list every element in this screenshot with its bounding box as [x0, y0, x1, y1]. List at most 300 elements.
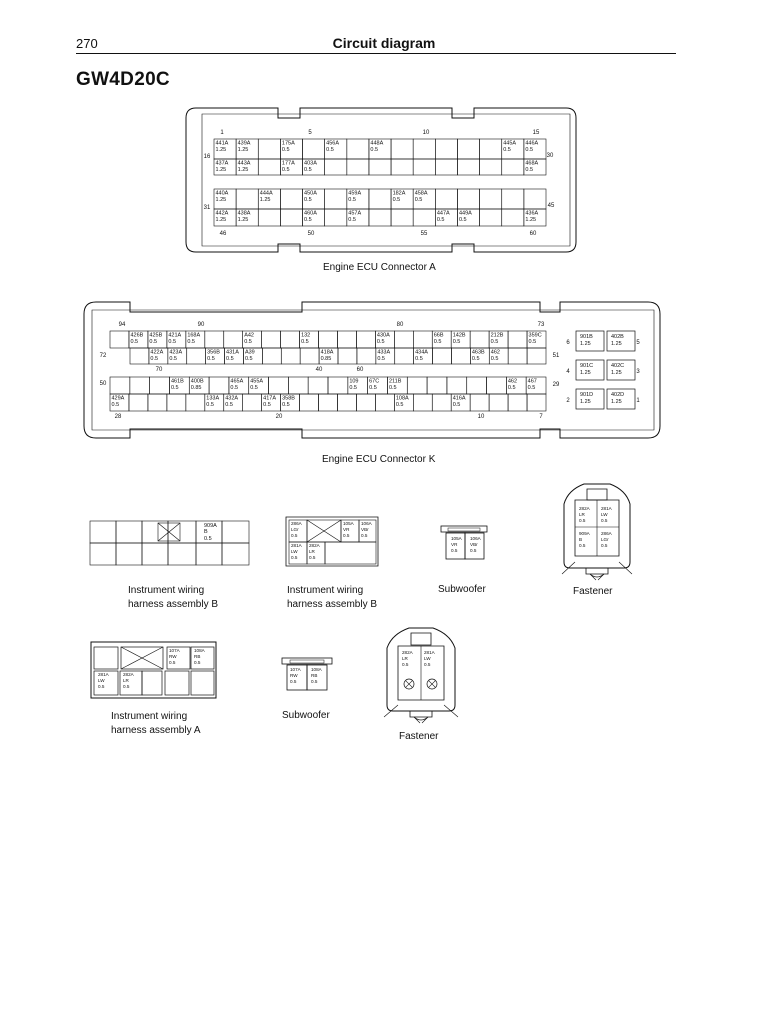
- connector-k-row2-wire-id: 418A: [320, 349, 334, 356]
- connector-a-row3-cell: [457, 189, 479, 209]
- connector-a-row1-cell: [258, 139, 280, 159]
- fastener-1-caption: Fastener: [573, 586, 613, 597]
- connector-k-outer-shell: [84, 302, 660, 438]
- harness-b2-wire-id: 105A: [343, 521, 354, 526]
- harness-a-connector: [91, 642, 216, 698]
- connector-k-pin-number: 51: [552, 353, 560, 359]
- fastener-2-wire-id: 281A: [424, 650, 435, 655]
- connector-a-row3-wire-id: 182A: [392, 190, 406, 197]
- ecu-connector-a: [186, 108, 576, 252]
- connector-a-row2-wire-size: 0.5: [525, 167, 534, 174]
- connector-k-row2-wire-size: 0.85: [320, 356, 332, 363]
- connector-k-row3-wire-id: 109: [349, 378, 359, 385]
- connector-k-row2-cell: [262, 348, 281, 364]
- harness-b2-wire-size: 0.5: [309, 555, 316, 560]
- connector-k-row1-wire-size: 0.5: [187, 339, 195, 346]
- fastener-2-wire-size: 0.5: [402, 662, 409, 667]
- harness-b1-cell: [142, 543, 168, 565]
- connector-k-row2-cell: [187, 348, 206, 364]
- connector-k-row2-wire-id: 422A: [150, 349, 164, 356]
- connector-a-row3-wire-size: 0.5: [348, 197, 356, 204]
- connector-k-row1-wire-id: 142B: [452, 332, 466, 339]
- connector-a-row3-cell: [524, 189, 546, 209]
- subwoofer-2-connector: [282, 658, 332, 690]
- connector-k-row4-wire-size: 0.5: [452, 402, 461, 409]
- connector-k-row1-wire-id: 66B: [433, 332, 444, 339]
- fastener-2-wire-id: 282A: [402, 650, 413, 655]
- connector-a-row2-cell: [325, 159, 347, 175]
- connector-k-row3-wire-id: 462: [507, 378, 518, 385]
- connector-k-row2-wire-size: 0.5: [490, 356, 499, 363]
- subwoofer-2-wire-size: 0.5: [290, 679, 297, 684]
- connector-a-row3-wire-id: 444A: [259, 190, 273, 197]
- connector-a-pin-number: 31: [203, 205, 211, 211]
- fastener-2-wire-color: LW: [424, 656, 431, 661]
- subwoofer-1-wire-color: VBr: [470, 542, 478, 547]
- connector-k-row4-cell: [489, 394, 508, 411]
- connector-a-row3-cell: [325, 189, 347, 209]
- harness-b2-caption: [287, 584, 377, 612]
- connector-k-row2-cell: [338, 348, 357, 364]
- connector-a-row2-wire-id: 437A: [215, 160, 229, 167]
- connector-k-row1-cell: [262, 331, 281, 348]
- connector-k-row3-wire-id: 465A: [230, 378, 244, 385]
- subwoofer-2-wire-color: RB: [311, 673, 318, 678]
- subwoofer-1-wire-id: 105A: [451, 536, 462, 541]
- connector-k-power-wire-size: 1.25: [611, 341, 622, 347]
- connector-k-row4-wire-size: 0.5: [395, 402, 404, 409]
- harness-a-wire-color: LR: [123, 678, 129, 683]
- harness-a-cell: [191, 671, 214, 695]
- subwoofer-1-wire-size: 0.5: [451, 548, 458, 553]
- connector-k-row4-wire-size: 0.5: [282, 402, 290, 409]
- connector-k-pin-number: 80: [396, 322, 404, 328]
- connector-a-row1-wire-size: 0.5: [370, 147, 379, 154]
- fastener-1-wire-id: 909A: [579, 531, 590, 536]
- harness-a-wire-size: 0.5: [123, 684, 130, 689]
- subwoofer-2-wire-id: 108A: [311, 667, 322, 672]
- connector-a-pin-number: 30: [546, 153, 554, 159]
- connector-a-row4-wire-id: 447A: [436, 210, 450, 217]
- connector-k-row2-cell: [281, 348, 300, 364]
- connector-a-pin-number: 50: [307, 231, 315, 237]
- connector-k-pin-number: 3: [636, 369, 640, 375]
- connector-k-pin-number: 90: [197, 322, 205, 328]
- harness-b2-wire-size: 0.5: [343, 533, 350, 538]
- connector-a-row1-cell: [480, 139, 502, 159]
- connector-k-row3-cell: [308, 377, 328, 394]
- connector-k-row1-cell: [319, 331, 338, 348]
- connector-k-row1-wire-id: 425B: [149, 332, 163, 339]
- document-title: GW4D20C: [76, 69, 170, 90]
- subwoofer-2-wire-id: 107A: [290, 667, 301, 672]
- connector-a-pin-number: 15: [532, 130, 540, 136]
- connector-a-row1-wire-size: 0.5: [281, 147, 290, 154]
- connector-k-row4-cell: [148, 394, 167, 411]
- connector-a-row1-wire-id: 448A: [370, 140, 384, 147]
- connector-a-row4-cell: [480, 209, 502, 226]
- connector-a-row4-wire-id: 436A: [525, 210, 539, 217]
- connector-a-row2-cell: [502, 159, 524, 175]
- connector-k-power-wire-id: 402B: [611, 334, 624, 340]
- connector-a-pin-number: 46: [219, 231, 227, 237]
- harness-b1-cell: [196, 543, 222, 565]
- fastener-1-wire-size: 0.5: [601, 543, 608, 548]
- connector-a-row4-wire-id: 457A: [348, 210, 362, 217]
- connector-k-row3-wire-size: 0.5: [349, 385, 357, 392]
- fastener-1-wire-id: 286A: [601, 531, 612, 536]
- fastener-2-connector: [384, 628, 458, 723]
- subwoofer-1-wire-size: 0.5: [470, 548, 477, 553]
- connector-k-row4-cell: [300, 394, 319, 411]
- connector-k-row3-wire-id: 461B: [170, 378, 184, 385]
- connector-k-row2-cell: [300, 348, 319, 364]
- harness-a-cell: [94, 647, 118, 669]
- harness-a-cell: [142, 671, 162, 695]
- connector-k-pin-number: 20: [275, 414, 283, 420]
- connector-k-pin-number: 2: [566, 398, 570, 404]
- connector-k-row4-cell: [527, 394, 546, 411]
- harness-b2-wire-color: LR: [309, 549, 315, 554]
- harness-a-cell: [165, 671, 189, 695]
- subwoofer-1-latch-slot: [448, 528, 480, 531]
- harness-b2-wire-id: 281A: [291, 543, 302, 548]
- harness-b2-wire-color: VBr: [361, 527, 369, 532]
- connector-a-pin-number: 5: [308, 130, 312, 136]
- harness-a-wire-color: RB: [194, 654, 201, 659]
- connector-k-pin-number: 60: [356, 367, 364, 373]
- harness-a-wire-id: 281A: [98, 672, 109, 677]
- connector-a-row4-wire-size: 0.5: [348, 217, 356, 224]
- connector-a-pin-number: 55: [420, 231, 428, 237]
- connector-k-row4-wire-size: 0.5: [111, 402, 120, 409]
- connector-k-inner-shell: [92, 310, 654, 430]
- connector-k-row3-cell: [288, 377, 308, 394]
- connector-a-row4-wire-size: 0.5: [458, 217, 467, 224]
- fastener-2-base: [410, 711, 432, 717]
- harness-a-wire-size: 0.5: [169, 660, 176, 665]
- connector-k-power-wire-id: 901C: [580, 363, 594, 369]
- connector-k-row3-wire-id: 467: [527, 378, 537, 385]
- connector-k-row1-wire-id: 212B: [490, 332, 504, 339]
- harness-b1-connector: [90, 521, 249, 565]
- connector-a-row2-cell: [258, 159, 280, 175]
- connector-a-row2-wire-size: 0.5: [281, 167, 290, 174]
- connector-k-row3-wire-id: 455A: [250, 378, 264, 385]
- connector-a-row2-wire-id: 403A: [304, 160, 317, 167]
- connector-k-row2-wire-id: 423A: [169, 349, 183, 356]
- connector-a-row1-cell: [391, 139, 413, 159]
- connector-a-row1-wire-id: 441A: [215, 140, 229, 147]
- subwoofer-2-latch-slot: [290, 660, 324, 663]
- connector-k-row4-wire-id: 133A: [206, 395, 220, 402]
- connector-k-pin-number: 94: [118, 322, 126, 328]
- connector-a-row1-cell: [347, 139, 369, 159]
- connector-k-row1-cell: [337, 331, 356, 348]
- connector-k-pin-number: 40: [315, 367, 323, 373]
- fastener-1-wire-id: 281A: [601, 506, 612, 511]
- subwoofer-1-wire-color: VR: [451, 542, 458, 547]
- connector-a-row3-wire-id: 458A: [414, 190, 428, 197]
- connector-k-row3-wire-size: 0.5: [369, 385, 377, 392]
- connector-k-pin-number: 72: [99, 353, 107, 359]
- connector-k-row1-cell: [110, 331, 129, 348]
- connector-k-row3-cell: [447, 377, 467, 394]
- connector-k-row3-wire-size: 0.5: [527, 385, 536, 392]
- connector-a-row2-cell: [413, 159, 435, 175]
- fastener-1-wire-size: 0.5: [601, 518, 608, 523]
- connector-a-row3-wire-size: 0.5: [414, 197, 423, 204]
- connector-k-row3-cell: [427, 377, 447, 394]
- connector-a-row1-cell: [413, 139, 435, 159]
- connector-k-row2-wire-size: 0.5: [244, 356, 253, 363]
- connector-a-row1-wire-id: 446A: [525, 140, 539, 147]
- connector-k-row1-cell: [224, 331, 243, 348]
- connector-k-row2-wire-size: 0.5: [150, 356, 159, 363]
- connector-k-row4-wire-id: 358B: [282, 395, 295, 402]
- connector-a-row2-cell: [369, 159, 391, 175]
- fastener-1-wire-color: LW: [601, 512, 608, 517]
- connector-a-row1-cell: [303, 139, 325, 159]
- connector-k-row1-wire-size: 0.5: [452, 339, 461, 346]
- harness-b1-cell: [90, 521, 116, 543]
- connector-k-row1-cell: [470, 331, 489, 348]
- harness-a-caption-line2: harness assembly A: [111, 725, 201, 736]
- connector-k-power-wire-id: 901B: [580, 334, 593, 340]
- connector-k-row3-cell: [110, 377, 130, 394]
- connector-k-row3-wire-size: 0.5: [507, 385, 516, 392]
- connector-k-row3-wire-size: 0.5: [170, 385, 179, 392]
- connector-k-row2-cell: [130, 348, 149, 364]
- harness-b2-wire-color: LW: [291, 549, 298, 554]
- fastener-1-connector: [562, 484, 632, 580]
- connector-a-row1-cell: [457, 139, 479, 159]
- connector-k-row2-cell: [395, 348, 414, 364]
- connector-k-row4-wire-size: 0.5: [225, 402, 233, 409]
- connector-k-row4-wire-id: 416A: [452, 395, 466, 402]
- connector-k-row4-wire-id: 429A: [111, 395, 125, 402]
- connector-k-row2-wire-id: 462: [490, 349, 500, 356]
- connector-a-row2-wire-size: 1.25: [237, 167, 249, 174]
- connector-a-pin-number: 60: [529, 231, 537, 237]
- connector-a-row2-cell: [435, 159, 457, 175]
- connector-k-row4-cell: [375, 394, 394, 411]
- connector-k-row2-cell: [357, 348, 376, 364]
- subwoofer-2-wire-size: 0.5: [311, 679, 318, 684]
- fastener-2-wire-size: 0.5: [424, 662, 431, 667]
- connector-k-row1-wire-size: 0.5: [168, 339, 177, 346]
- fastener-1-wire-color: LR: [579, 512, 585, 517]
- connector-a-row3-cell: [502, 189, 524, 209]
- connector-a-row4-cell: [369, 209, 391, 226]
- connector-k-pin-number: 10: [477, 414, 485, 420]
- connector-k-row2-wire-id: 463B: [471, 349, 485, 356]
- connector-k-row4-wire-size: 0.5: [206, 402, 214, 409]
- connector-k-row4-cell: [129, 394, 148, 411]
- fastener-1-base: [586, 568, 608, 574]
- connector-k-pin-number: 4: [566, 369, 570, 375]
- connector-a-row3-wire-size: 1.25: [259, 197, 271, 204]
- subwoofer-1-connector: [441, 526, 487, 559]
- connector-k-row1-wire-size: 0.5: [490, 339, 499, 346]
- connector-a-row1-wire-size: 0.5: [326, 147, 334, 154]
- connector-k-row1-wire-size: 0.5: [149, 339, 158, 346]
- connector-a-row3-cell: [480, 189, 502, 209]
- harness-b2-connector: [286, 517, 378, 566]
- fastener-1-wire-color: B: [579, 537, 583, 542]
- connector-a-row4-wire-size: 0.5: [436, 217, 445, 224]
- connector-k-power-wire-id: 901D: [580, 392, 594, 398]
- harness-b2-wire-size: 0.5: [291, 555, 298, 560]
- connector-k-row4-cell: [356, 394, 375, 411]
- connector-k-row3-cell: [150, 377, 170, 394]
- connector-a-row2-wire-size: 0.5: [304, 167, 312, 174]
- connector-a-row3-wire-id: 440A: [215, 190, 229, 197]
- harness-b1-cell: [168, 521, 196, 543]
- connector-a-pin-number: 45: [547, 203, 555, 209]
- connector-k-row1-cell: [205, 331, 224, 348]
- connector-a-row3-wire-size: 0.5: [304, 197, 312, 204]
- connector-k-row4-wire-id: 108A: [395, 395, 409, 402]
- fastener-1-wire-size: 0.5: [579, 518, 586, 523]
- connector-k-row1-wire-id: 359C: [528, 332, 542, 339]
- fastener-1-wire-id: 282A: [579, 506, 590, 511]
- connector-k-row1-wire-id: 430A: [376, 332, 390, 339]
- connector-k-row2-wire-id: A39: [244, 349, 255, 356]
- connector-a-pin-number: 1: [220, 130, 224, 136]
- connector-k-row1-wire-size: 0.5: [528, 339, 537, 346]
- connector-k-row3-cell: [209, 377, 229, 394]
- connector-k-pin-number: 5: [636, 340, 640, 346]
- connector-k-power-wire-id: 402D: [611, 392, 625, 398]
- connector-k-power-wire-id: 402C: [611, 363, 625, 369]
- section-title: Circuit diagram: [332, 35, 436, 51]
- connector-k-row3-wire-size: 0.5: [230, 385, 239, 392]
- connector-k-row2-wire-id: 433A: [377, 349, 391, 356]
- connector-k-row4-cell: [413, 394, 432, 411]
- connector-k-row3-wire-id: 400B: [190, 378, 204, 385]
- connector-a-row1-wire-id: 175A: [281, 140, 295, 147]
- connector-k-row1-cell: [394, 331, 413, 348]
- connector-k-row2-wire-size: 0.5: [415, 356, 423, 363]
- harness-a-wire-id: 107A: [169, 648, 180, 653]
- connector-k-row2-wire-size: 0.5: [207, 356, 215, 363]
- connector-a-row3-cell: [236, 189, 258, 209]
- connector-k-pin-number: 6: [566, 340, 570, 346]
- subwoofer-1-caption: Subwoofer: [438, 584, 486, 595]
- harness-b1-cell: [168, 543, 196, 565]
- connector-k-pin-number: 28: [114, 414, 122, 420]
- connector-a-row4-cell: [280, 209, 302, 226]
- connector-k-power-wire-size: 1.25: [611, 370, 622, 376]
- connector-k-row1-wire-id: A42: [244, 332, 254, 339]
- harness-b2-wire-id: 286A: [291, 521, 302, 526]
- harness-b2-wire-size: 0.5: [291, 533, 298, 538]
- harness-b1-cell: [90, 543, 116, 565]
- connector-k-row2-cell: [433, 348, 452, 364]
- connector-k-row1-cell: [413, 331, 432, 348]
- connector-k-pin-number: 7: [539, 414, 543, 420]
- connector-k-row1-cell: [356, 331, 375, 348]
- subwoofer-2-wire-color: RW: [290, 673, 298, 678]
- connector-a-outer-shell: [186, 108, 576, 252]
- connector-a-row2-wire-id: 468A: [525, 160, 539, 167]
- connector-k-row1-wire-size: 0.5: [376, 339, 385, 346]
- connector-a-row2-cell: [347, 159, 369, 175]
- harness-a-wire-color: RW: [169, 654, 177, 659]
- harness-b1-caption-line1: Instrument wiring: [128, 585, 205, 596]
- connector-a-row4-cell: [413, 209, 435, 226]
- connector-a-row3-wire-id: 459A: [348, 190, 362, 197]
- connector-k-row4-wire-id: 417A: [263, 395, 277, 402]
- connector-k-pin-number: 73: [537, 322, 545, 328]
- connector-k-power-wire-size: 1.25: [580, 341, 591, 347]
- connector-k-row2-wire-id: 431A: [226, 349, 239, 356]
- connector-k-row1-wire-id: 168A: [187, 332, 201, 339]
- connector-k-caption: Engine ECU Connector K: [322, 454, 436, 465]
- connector-k-row1-cell: [281, 331, 300, 348]
- subwoofer-1-wire-id: 106A: [470, 536, 481, 541]
- harness-b1-wire-color: B: [204, 529, 208, 535]
- connector-a-row1-wire-id: 445A: [503, 140, 517, 147]
- connector-k-row4-cell: [186, 394, 205, 411]
- harness-b1-cell: [116, 543, 142, 565]
- connector-k-row3-wire-id: 67C: [369, 378, 380, 385]
- connector-k-row3-cell: [130, 377, 150, 394]
- connector-a-row3-cell: [435, 189, 457, 209]
- connector-k-row3-wire-size: 0.5: [250, 385, 258, 392]
- connector-k-row3-wire-size: 0.85: [190, 385, 202, 392]
- connector-a-row4-wire-id: 438A: [237, 210, 251, 217]
- connector-k-row1-cell: [508, 331, 527, 348]
- harness-b1-cell: [116, 521, 142, 543]
- harness-b2-wire-color: LGr: [291, 527, 299, 532]
- connector-k-row3-cell: [407, 377, 427, 394]
- harness-b1-wire-id: 909A: [204, 523, 217, 529]
- harness-b2-wire-id: 282A: [309, 543, 320, 548]
- connector-a-row4-wire-size: 1.25: [525, 217, 537, 224]
- connector-a-row4-wire-size: 1.25: [237, 217, 249, 224]
- connector-a-row3-cell: [280, 189, 302, 209]
- connector-k-row1-wire-size: 0.5: [433, 339, 442, 346]
- connector-a-row2-cell: [480, 159, 502, 175]
- connector-a-pin-number: 16: [203, 154, 211, 160]
- fastener-1-wire-size: 0.5: [579, 543, 586, 548]
- connector-k-row3-cell: [269, 377, 289, 394]
- harness-b2-wire-color: VR: [343, 527, 350, 532]
- connector-k-row1-wire-size: 0.5: [301, 339, 309, 346]
- connector-a-row1-cell: [435, 139, 457, 159]
- connector-k-row3-wire-id: 211B: [388, 378, 402, 385]
- harness-a-wire-id: 108A: [194, 648, 205, 653]
- connector-a-row3-wire-id: 450A: [304, 190, 317, 197]
- connector-k-row4-cell: [337, 394, 356, 411]
- connector-a-row2-cell: [457, 159, 479, 175]
- harness-b2-cell: [325, 542, 376, 564]
- harness-a-wire-size: 0.5: [194, 660, 201, 665]
- connector-k-row3-wire-size: 0.5: [388, 385, 397, 392]
- harness-b2-wire-id: 106A: [361, 521, 372, 526]
- harness-a-wire-color: LW: [98, 678, 105, 683]
- connector-k-row4-cell: [432, 394, 451, 411]
- fastener-2-wire-color: LR: [402, 656, 408, 661]
- connector-a-row1-wire-size: 1.25: [237, 147, 249, 154]
- fastener-1-latch: [587, 489, 607, 500]
- connector-k-row3-cell: [487, 377, 507, 394]
- connector-k-row1-wire-id: 132: [301, 332, 311, 339]
- connector-a-row1-wire-id: 439A: [237, 140, 251, 147]
- connector-a-row4-cell: [391, 209, 413, 226]
